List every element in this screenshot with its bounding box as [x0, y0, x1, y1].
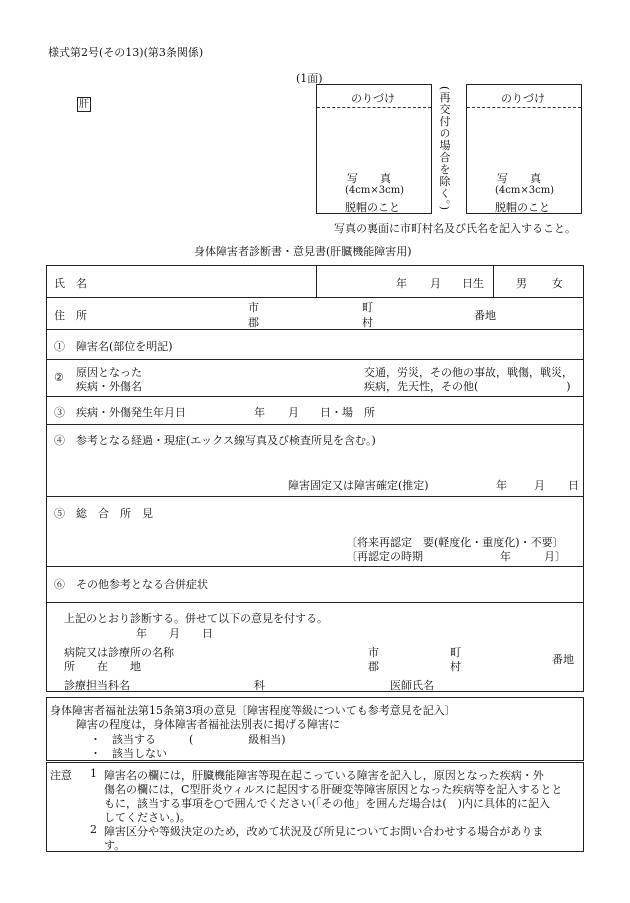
history-label: ④ 参考となる経過・現症(エックス線写真及び検査所見を含む。) — [54, 434, 376, 447]
onset-day-place: 日・場 所 — [320, 406, 375, 419]
note-1-number: 1 — [90, 767, 97, 780]
onset-year: 年 — [254, 406, 265, 419]
photo-size-2: (4cm×3cm) — [495, 185, 555, 196]
glue-line-2 — [467, 107, 581, 108]
address-gun: 郡 — [248, 316, 259, 329]
row-rule — [46, 496, 583, 497]
opinion-line2: 障害の程度は，身体障害者福祉法別表に掲げる障害に — [76, 718, 340, 731]
cause-options-b[interactable]: 疾病，先天性，その他( ) — [364, 380, 571, 393]
opinion-not-applicable[interactable]: ・ 該当しない — [90, 747, 167, 760]
hospital-shi: 市 — [368, 646, 379, 659]
onset-date-label: ③ 疾病・外傷発生年月日 — [54, 406, 186, 419]
photo-label-2: 写 真 — [497, 172, 541, 185]
row-rule — [46, 396, 583, 397]
name-label: 氏 名 — [54, 277, 87, 290]
note-1-line-a: 障害名の欄には，肝臓機能障害等現在起こっている障害を記入し，原因となった疾病・外 — [104, 769, 544, 782]
birth-month-label: 月 — [430, 277, 441, 290]
form-number: 様式第2号(その13)(第3条関係) — [48, 46, 204, 59]
opinion-applicable[interactable]: ・ 該当する ( 級相当) — [90, 733, 286, 746]
diagnosis-statement: 上記のとおり診断する。併せて以下の意見を付する。 — [64, 612, 328, 625]
complications-label: ⑥ その他参考となる合併症状 — [54, 578, 208, 591]
photo-size: (4cm×3cm) — [345, 185, 405, 196]
col-rule — [493, 265, 494, 297]
fixed-month: 月 — [534, 479, 545, 492]
fixed-date-label: 障害固定又は障害確定(推定) — [288, 479, 429, 492]
fixed-day: 日 — [568, 479, 579, 492]
row-rule — [46, 329, 583, 330]
address-label: 住 所 — [54, 309, 87, 322]
cause-number: ② — [54, 371, 64, 384]
glue-label: のりづけ — [351, 92, 395, 105]
address-machi: 町 — [362, 301, 373, 314]
name-field[interactable] — [84, 268, 309, 294]
hospital-machi: 町 — [450, 646, 461, 659]
glue-line — [317, 107, 431, 108]
sex-female[interactable]: 女 — [552, 277, 563, 290]
history-field[interactable] — [54, 448, 574, 472]
department-label: 診療担当科名 — [64, 679, 130, 692]
col-rule — [316, 265, 317, 297]
note-2-number: 2 — [90, 823, 97, 836]
photo-back-note: 写真の裏面に市町村名及び氏名を記入すること。 — [334, 222, 576, 235]
document-title: 身体障害者診断書・意見書(肝臓機能障害用) — [194, 245, 412, 258]
photo-label: 写 真 — [347, 172, 391, 185]
organ-mark: 肝 — [79, 99, 89, 110]
address-banchi: 番地 — [474, 309, 496, 322]
hospital-mura: 村 — [450, 660, 461, 673]
note-1-line-b: 傷名の欄には，C型肝炎ウィルスに起因する肝硬変等障害原因となった疾病等を記入するとと — [104, 783, 563, 796]
department-ka: 科 — [254, 679, 265, 692]
row-rule — [46, 602, 583, 603]
cause-options-a[interactable]: 交通，労災，その他の事故，戦傷，戦災， — [364, 366, 573, 379]
row-rule — [46, 297, 583, 298]
row-rule — [46, 566, 583, 567]
row-rule — [46, 424, 583, 425]
fixed-year: 年 — [496, 479, 507, 492]
onset-month: 月 — [288, 406, 299, 419]
re-certification[interactable]: 〔将来再認定 要(軽度化・重度化)・不要〕 — [346, 536, 564, 549]
re-certification-time: 〔再認定の時期 年 月〕 — [346, 550, 566, 563]
overall-findings-label: ⑤ 総 合 所 見 — [54, 507, 153, 520]
sex-male[interactable]: 男 — [516, 277, 527, 290]
hospital-gun: 郡 — [368, 660, 379, 673]
page-number: (1面) — [296, 72, 323, 85]
disability-name-label: ① 障害名(部位を明記) — [54, 340, 173, 353]
glue-label-2: のりづけ — [501, 92, 545, 105]
cause-label-a: 原因となった — [76, 366, 142, 379]
hospital-name-label: 病院又は診療所の名称 — [64, 646, 174, 659]
reissue-note: (再交付の場合を除く。) — [438, 86, 451, 212]
opinion-line1: 身体障害者福祉法第15条第3項の意見〔障害程度等級についても参考意見を記入〕 — [50, 704, 456, 717]
note-1-line-d: してください。)。 — [104, 811, 191, 824]
birth-year-label: 年 — [396, 277, 407, 290]
photo-box-right[interactable] — [466, 84, 582, 214]
diagnosis-date: 年 月 日 — [136, 627, 213, 640]
address-shi: 市 — [248, 301, 259, 314]
note-2-line-a: 障害区分や等級決定のため，改めて状況及び所見についてお問い合わせする場合がありま — [104, 825, 544, 838]
cause-label-b: 疾病・外傷名 — [76, 380, 142, 393]
note-1-line-c: もに，該当する事項を○で囲んでください(「その他」を囲んだ場合は( )内に具体的に記入 — [104, 797, 550, 810]
hospital-banchi: 番地 — [552, 653, 574, 666]
birth-day-label: 日生 — [462, 277, 484, 290]
photo-box-left[interactable] — [316, 84, 432, 214]
note-2-line-b: す。 — [104, 839, 126, 852]
hospital-address-label: 所 在 地 — [64, 660, 141, 673]
doctor-name-label: 医師氏名 — [390, 679, 434, 692]
notes-heading: 注意 — [50, 769, 72, 782]
hat-note: 脱帽のこと — [345, 201, 400, 214]
row-rule — [46, 359, 583, 360]
address-mura: 村 — [362, 316, 373, 329]
hat-note-2: 脱帽のこと — [495, 201, 550, 214]
